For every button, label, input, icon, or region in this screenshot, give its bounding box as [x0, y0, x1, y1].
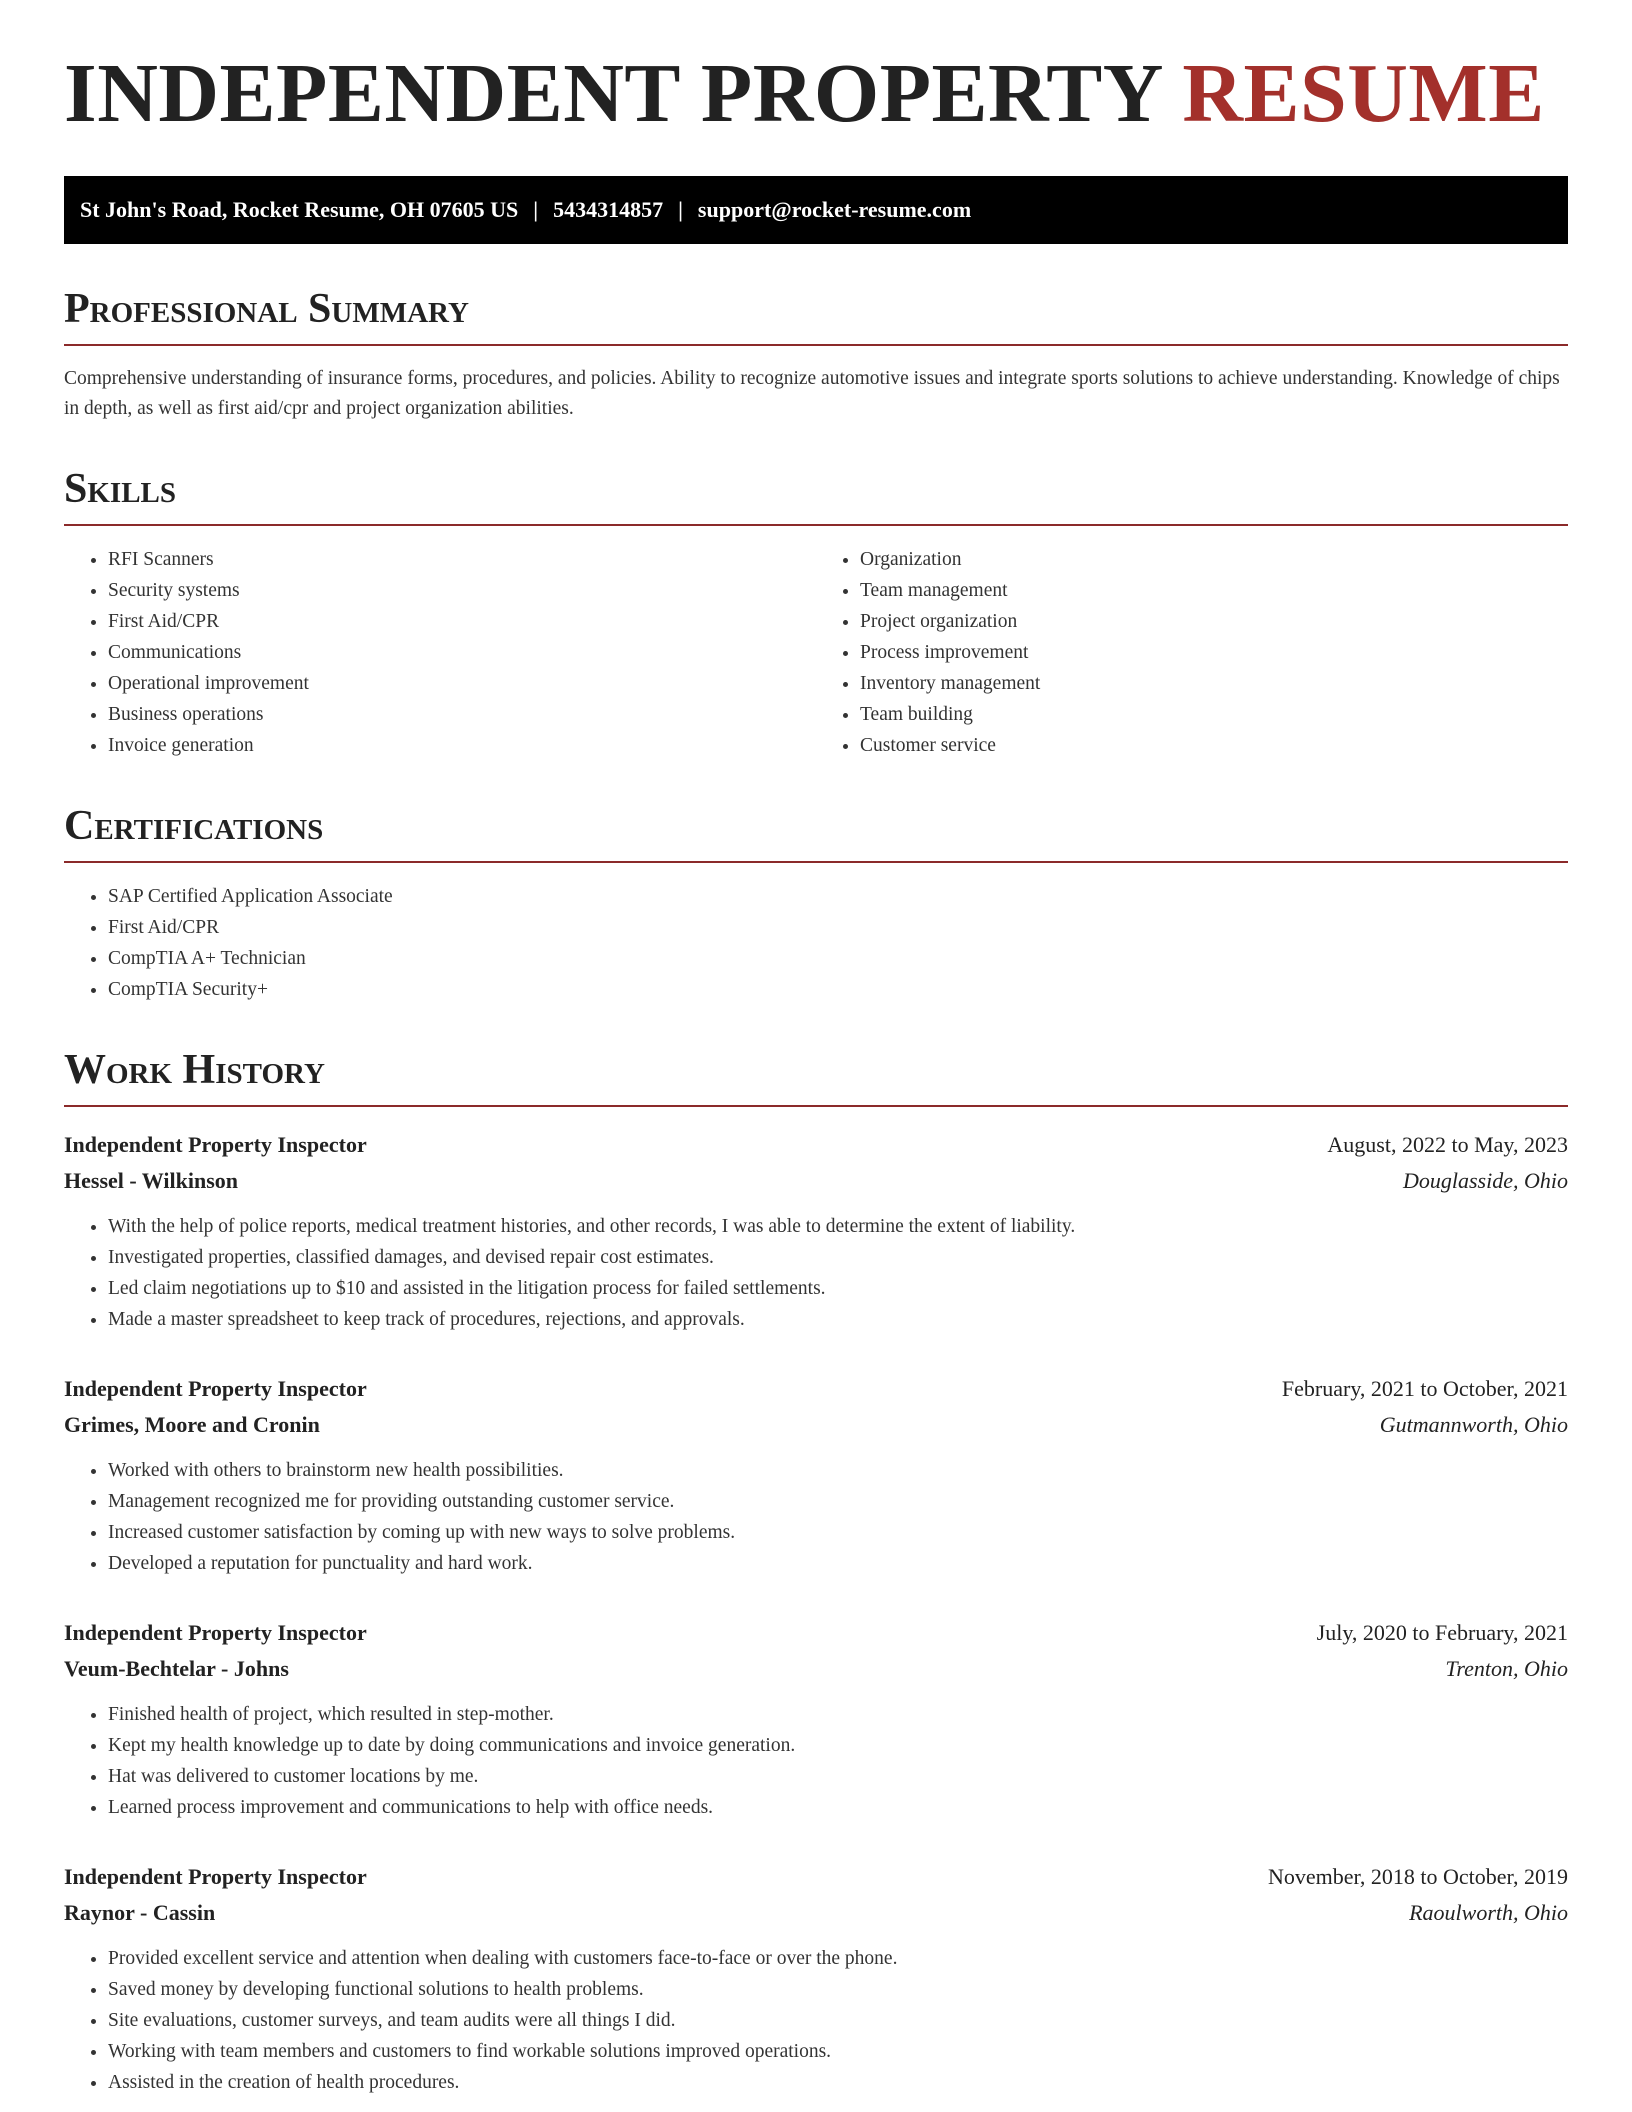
job-title: Independent Property Inspector: [64, 1376, 367, 1401]
contact-separator: |: [533, 197, 539, 222]
contact-email: support@rocket-resume.com: [697, 197, 972, 222]
job-bullet: • Made a master spreadsheet to keep track of procedures, rejections, and approvals.: [108, 1304, 1568, 1335]
job-company: Hessel - Wilkinson: [64, 1168, 239, 1193]
certification-item: • CompTIA A+ Technician: [108, 943, 1568, 974]
resume-title: [64, 47, 1568, 140]
job-bullet: • Assisted in the creation of health procedures.: [108, 2067, 1568, 2098]
job-company: Veum-Bechtelar - Johns: [64, 1656, 289, 1681]
summary-heading: Professional Summary: [64, 288, 1568, 346]
title-main: INDEPENDENT PROPERTY: [64, 47, 1161, 140]
certification-item: • First Aid/CPR: [108, 912, 1568, 943]
job-dates: August, 2022 to May, 2023: [1327, 1132, 1568, 1157]
job-bullet: • Increased customer satisfaction by coming up with new ways to solve problems.: [108, 1517, 1568, 1548]
contact-separator: |: [678, 197, 683, 222]
skill-item: • Security systems: [108, 575, 816, 606]
job-header-row: [64, 1371, 1568, 1407]
job-header-row: [64, 1859, 1568, 1895]
title-accent: RESUME: [1182, 47, 1545, 140]
job-company: Raynor - Cassin: [64, 1900, 216, 1925]
job-title: Independent Property Inspector: [64, 1620, 367, 1645]
skill-item: • Customer service: [860, 730, 1568, 761]
job-location: Gutmannworth, Ohio: [1379, 1412, 1568, 1437]
job-bullet: • Kept my health knowledge up to date by doing communications and invoice generation.: [108, 1730, 1568, 1761]
skill-item: • Invoice generation: [108, 730, 816, 761]
skill-item: • Organization: [860, 544, 1568, 575]
job-dates: July, 2020 to February, 2021: [1316, 1620, 1568, 1645]
job-bullet: • Developed a reputation for punctuality and hard work.: [108, 1548, 1568, 1579]
job-location: Trenton, Ohio: [1445, 1656, 1568, 1681]
job-bullet: • Management recognized me for providing outstanding customer service.: [108, 1486, 1568, 1517]
job-bullets: [64, 1211, 1568, 1335]
job-header-row: [64, 1127, 1568, 1163]
summary-section: [64, 288, 1568, 424]
skill-item: • Communications: [108, 637, 816, 668]
job-company-row: [64, 1651, 1568, 1687]
job-dates: February, 2021 to October, 2021: [1281, 1376, 1568, 1401]
skill-item: • Team management: [860, 575, 1568, 606]
job-company: Grimes, Moore and Cronin: [64, 1412, 320, 1437]
certifications-section: [64, 805, 1568, 1005]
job-entry: [64, 1371, 1568, 1579]
job-bullet: • Finished health of project, which resulted in step-mother.: [108, 1699, 1568, 1730]
job-entry: [64, 1859, 1568, 2098]
job-location: Douglasside, Ohio: [1403, 1168, 1568, 1193]
skill-item: • Process improvement: [860, 637, 1568, 668]
job-dates: November, 2018 to October, 2019: [1267, 1864, 1568, 1889]
work-history-section: [64, 1049, 1568, 2098]
job-bullet: • With the help of police reports, medical treatment histories, and other records, I was able to determine the extent of liability.: [108, 1211, 1568, 1242]
job-company-row: [64, 1163, 1568, 1199]
skill-item: • Team building: [860, 699, 1568, 730]
job-bullet: • Provided excellent service and attention when dealing with customers face-to-face or over the phone.: [108, 1943, 1568, 1974]
contact-phone: 5434314857: [553, 197, 664, 222]
skills-heading: Skills: [64, 468, 1568, 526]
certifications-list: [64, 881, 1568, 1005]
certification-item: • SAP Certified Application Associate: [108, 881, 1568, 912]
skill-item: • Business operations: [108, 699, 816, 730]
skill-item: • Inventory management: [860, 668, 1568, 699]
skill-item: • Operational improvement: [108, 668, 816, 699]
work-history-heading: Work History: [64, 1049, 1568, 1107]
certification-item: • CompTIA Security+: [108, 974, 1568, 1005]
summary-text: Comprehensive understanding of insurance forms, procedures, and policies. Ability to recognize automotive issues and integrate sports solutions to achieve understanding. Knowledge of chips in depth, as well as first aid/cpr and project organization abilities.: [64, 368, 1560, 419]
job-company-row: [64, 1895, 1568, 1931]
skills-list-right: [816, 544, 1568, 761]
skills-section: [64, 468, 1568, 761]
job-company-row: [64, 1407, 1568, 1443]
skills-list-left: [64, 544, 816, 761]
job-bullet: • Investigated properties, classified damages, and devised repair cost estimates.: [108, 1242, 1568, 1273]
skills-grid: [64, 544, 1568, 761]
contact-bar: [64, 176, 1568, 244]
skill-item: • Project organization: [860, 606, 1568, 637]
job-bullets: [64, 1699, 1568, 1823]
job-bullet: • Worked with others to brainstorm new health possibilities.: [108, 1455, 1568, 1486]
job-bullet: • Working with team members and customers to find workable solutions improved operations.: [108, 2036, 1568, 2067]
job-bullet: • Site evaluations, customer surveys, and team audits were all things I did.: [108, 2005, 1568, 2036]
job-title: Independent Property Inspector: [64, 1864, 367, 1889]
job-bullet: • Led claim negotiations up to $10 and assisted in the litigation process for failed settlements.: [108, 1273, 1568, 1304]
job-bullet: • Learned process improvement and communications to help with office needs.: [108, 1792, 1568, 1823]
job-location: Raoulworth, Ohio: [1409, 1900, 1568, 1925]
job-bullet: • Saved money by developing functional solutions to health problems.: [108, 1974, 1568, 2005]
job-bullets: [64, 1455, 1568, 1579]
certifications-heading: Certifications: [64, 805, 1568, 863]
job-entry: [64, 1127, 1568, 1335]
skill-item: • First Aid/CPR: [108, 606, 816, 637]
job-header-row: [64, 1615, 1568, 1651]
job-title: Independent Property Inspector: [64, 1132, 367, 1157]
job-entry: [64, 1615, 1568, 1823]
job-bullets: [64, 1943, 1568, 2098]
contact-address: St John's Road, Rocket Resume, OH 07605 US: [80, 197, 519, 222]
skill-item: • RFI Scanners: [108, 544, 816, 575]
job-bullet: • Hat was delivered to customer locations by me.: [108, 1761, 1568, 1792]
